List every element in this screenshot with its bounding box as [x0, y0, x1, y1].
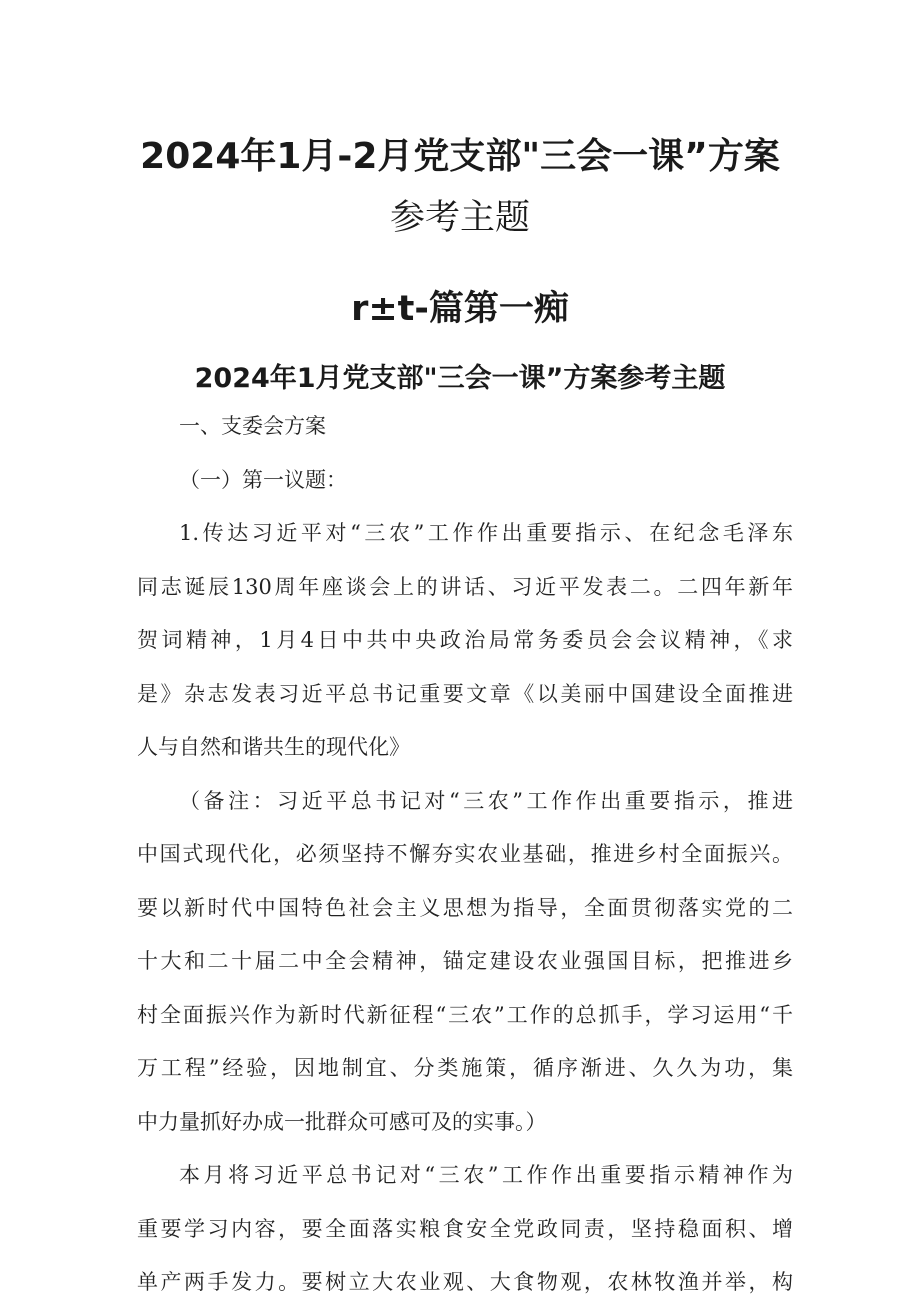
paragraph-line: 要以新时代中国特色社会主义思想为指导，全面贯彻落实党的二: [137, 895, 793, 920]
paragraph-line: 重要学习内容，要全面落实粮食安全党政同责，坚持稳面积、增: [137, 1216, 793, 1241]
paragraph-2: [137, 775, 793, 1150]
paragraph-line: 万工程”经验，因地制宜、分类施策，循序渐进、久久为功，集: [137, 1056, 793, 1080]
document-body: [137, 400, 793, 1310]
section-heading-2: （一）第一议题：: [179, 467, 347, 492]
paragraph-line: 同志诞辰130周年座谈会上的讲话、习近平发表二。二四年新年: [137, 574, 793, 599]
paragraph-1: [137, 507, 793, 775]
paragraph-3: [137, 1149, 793, 1310]
paragraph-line: 中国式现代化，必须坚持不懈夯实农业基础，推进乡村全面振兴。: [137, 842, 793, 866]
document-title-line-1: 2024年1月-2月党支部"三会一课”方案: [140, 136, 780, 177]
document-title-line-2: 参考主题: [389, 198, 530, 238]
paragraph-line: （备注：习近平总书记对“三农”工作作出重要指示，推进: [179, 788, 793, 813]
paragraph-line: 本月将习近平总书记对“三农”工作作出重要指示精神作为: [179, 1163, 793, 1187]
paragraph-line: 单产两手发力。要树立大农业观、大食物观，农林牧渔并举，构: [137, 1270, 793, 1294]
paragraph-line: 十大和二十届二中全会精神，锚定建设农业强国目标，把推进乡: [137, 949, 793, 973]
paragraph-line: 1.传达习近平对“三农”工作作出重要指示、在纪念毛泽东: [179, 521, 793, 545]
section-heading-1: 一、支委会方案: [179, 414, 326, 438]
document-title-line-3: r±t-篇第一痴: [351, 289, 569, 329]
paragraph-line: 贺词精神，1月4日中共中央政治局常务委员会会议精神，《求: [137, 628, 793, 652]
paragraph-line: 是》杂志发表习近平总书记重要文章《以美丽中国建设全面推进: [137, 681, 793, 706]
document-subtitle: 2024年1月党支部"三会一课”方案参考主题: [194, 363, 726, 394]
paragraph-line: 人与自然和谐共生的现代化》: [137, 735, 410, 759]
paragraph-line: 中力量抓好办成一批群众可感可及的实事。）: [137, 1109, 547, 1134]
paragraph-line: 村全面振兴作为新时代新征程“三农”工作的总抓手，学习运用“千: [137, 1002, 793, 1027]
